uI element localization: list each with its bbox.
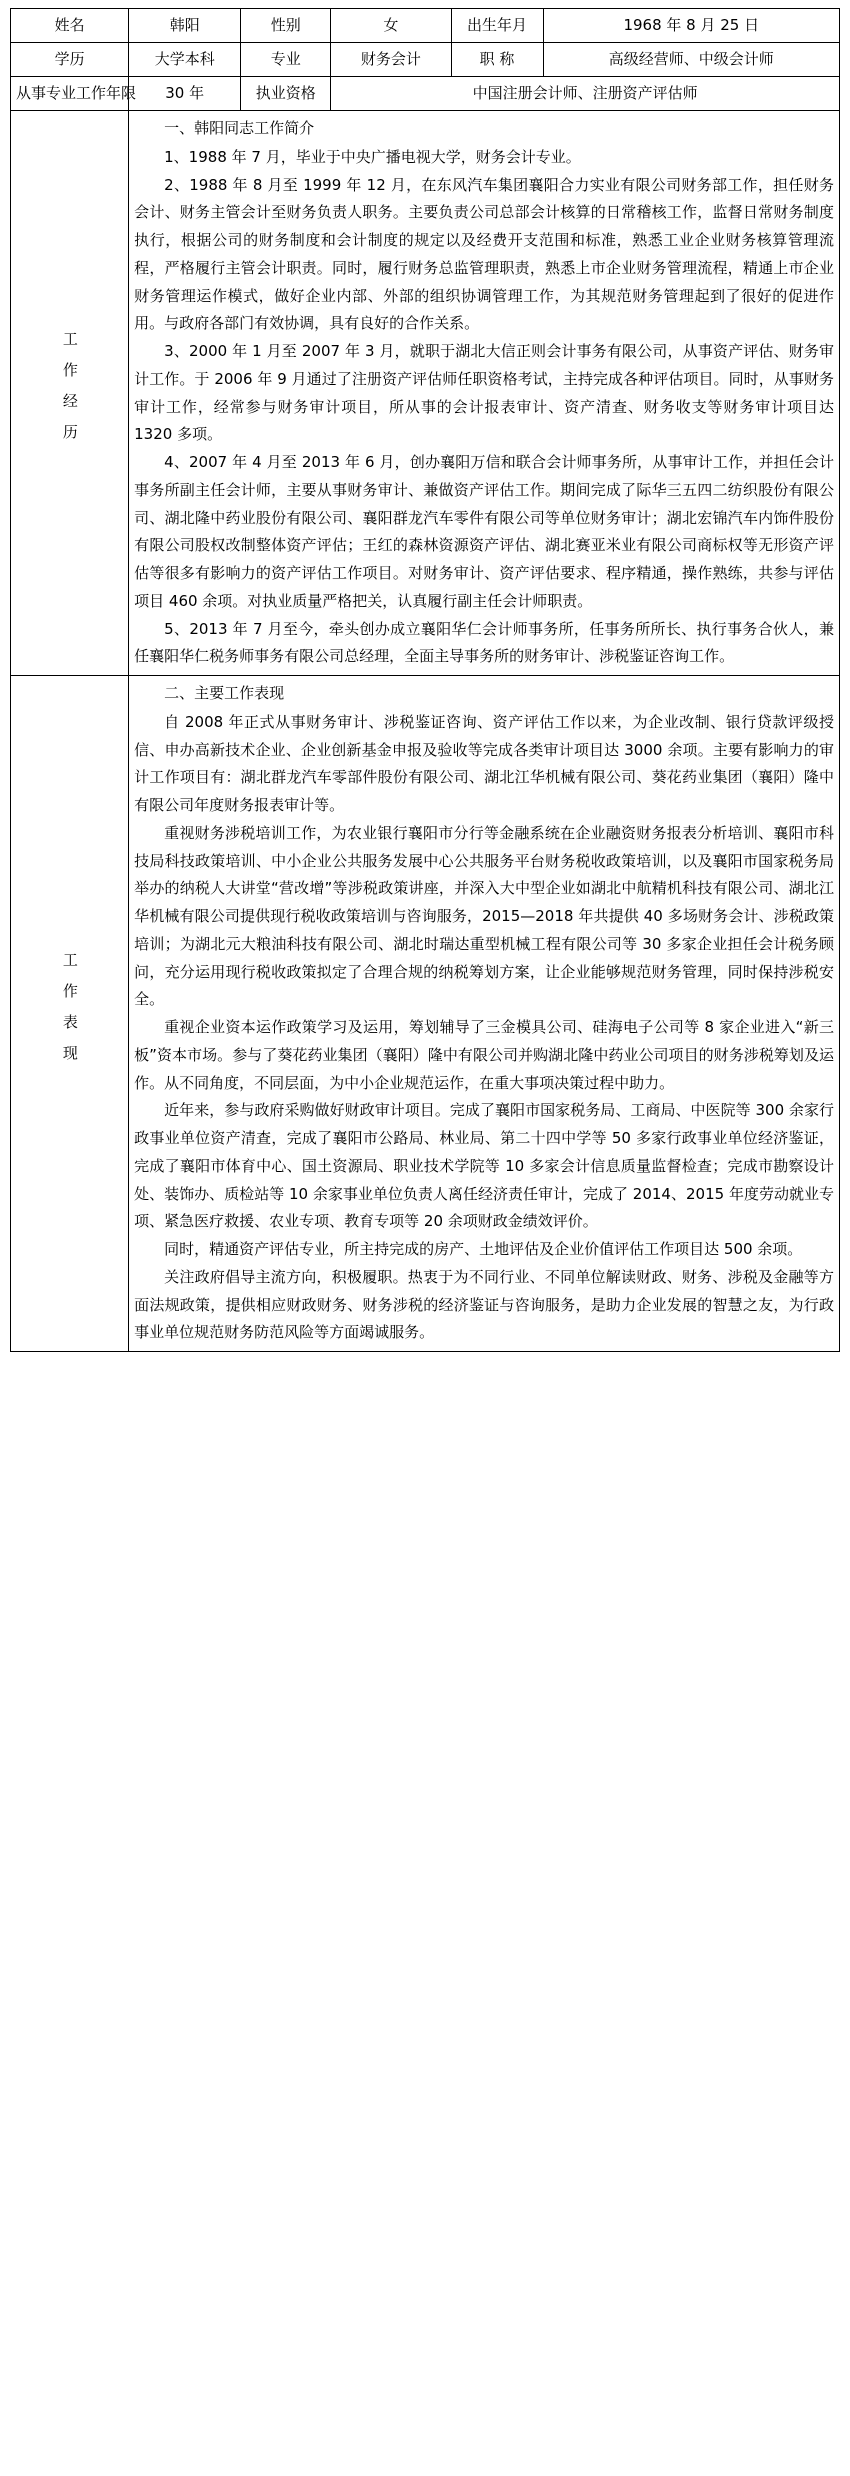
field-label-birthdate: 出生年月 xyxy=(451,9,543,43)
field-label-gender: 性别 xyxy=(241,9,331,43)
field-label-title: 职 称 xyxy=(451,43,543,77)
table-row xyxy=(11,9,840,43)
field-value-years-of-experience: 30 年 xyxy=(129,77,241,111)
table-row xyxy=(11,676,840,1352)
section-label-work-performance-text: 工作表现 xyxy=(60,951,79,1076)
section-body-work-experience xyxy=(129,111,840,676)
section-body-work-performance xyxy=(129,676,840,1352)
paragraph: 近年来，参与政府采购做好财政审计项目。完成了襄阳市国家税务局、工商局、中医院等 300 余家行政事业单位资产清查，完成了襄阳市公路局、林业局、第二十四中学等 50 多家行政事业单位经济鉴证，完成了襄阳市体育中心、国土资源局、职业技术学院等 10 多家会计信息质量监督检查；完成市勘察设计处、装饰办、质检站等 10 余家事业单位负责人离任经济责任审计，完成了 2014、2015 年度劳动就业专项、紧急医疗救援、农业专项、教育专项等 20 余项财政金绩效评价。 xyxy=(134,1101,834,1231)
table-row xyxy=(11,77,840,111)
table-row xyxy=(11,43,840,77)
field-value-title: 高级经营师、中级会计师 xyxy=(543,43,839,77)
field-label-practice-qualification: 执业资格 xyxy=(241,77,331,111)
paragraph: 5、2013 年 7 月至今，牵头创办成立襄阳华仁会计师事务所，任事务所所长、执行事务合伙人，兼任襄阳华仁税务师事务有限公司总经理，全面主导事务所的财务审计、涉税鉴证咨询工作。 xyxy=(134,619,834,666)
section-title-work-performance: 二、主要工作表现 xyxy=(164,684,285,702)
table-row xyxy=(11,111,840,676)
paragraph: 自 2008 年正式从事财务审计、涉税鉴证咨询、资产评估工作以来，为企业改制、银行贷款评级授信、申办高新技术企业、企业创新基金申报及验收等完成各类审计项目达 3000 余项。主要有影响力的审计工作项目有：湖北群龙汽车零部件股份有限公司、湖北江华机械有限公司、葵花药业集团（襄阳）隆中有限公司年度财务报表审计等。 xyxy=(134,712,834,814)
field-value-education: 大学本科 xyxy=(129,43,241,77)
field-label-major: 专业 xyxy=(241,43,331,77)
paragraph: 2、1988 年 8 月至 1999 年 12 月，在东风汽车集团襄阳合力实业有限公司财务部工作，担任财务会计、财务主管会计至财务负责人职务。主要负责公司总部会计核算的日常稽核工作，监督日常财务制度执行，根据公司的财务制度和会计制度的规定以及经费开支范围和标准，熟悉工业企业财务核算管理流程，严格履行主管会计职责。同时，履行财务总监管理职责，熟悉上市企业财务管理流程，精通上市企业财务管理运作模式，做好企业内部、外部的组织协调管理工作，为其规范财务管理起到了很好的促进作用。与政府各部门有效协调，具有良好的合作关系。 xyxy=(134,175,834,333)
field-label-name: 姓名 xyxy=(11,9,129,43)
paragraph: 重视企业资本运作政策学习及运用，筹划辅导了三金模具公司、硅海电子公司等 8 家企业进入“新三板”资本市场。参与了葵花药业集团（襄阳）隆中有限公司并购湖北隆中药业公司项目的财务涉税筹划及运作。从不同角度，不同层面，为中小企业规范运作，在重大事项决策过程中助力。 xyxy=(134,1018,834,1092)
paragraph: 3、2000 年 1 月至 2007 年 3 月，就职于湖北大信正则会计事务有限公司，从事资产评估、财务审计工作。于 2006 年 9 月通过了注册资产评估师任职资格考试，主持完成各种评估项目。同时，从事财务审计工作，经常参与财务审计项目，所从事的会计报表审计、资产清查、财务收支等财务审计项目达 1320 多项。 xyxy=(134,342,834,444)
paragraph: 关注政府倡导主流方向，积极履职。热衷于为不同行业、不同单位解读财政、财务、涉税及金融等方面法规政策，提供相应财政财务、财务涉税的经济鉴证与咨询服务，是助力企业发展的智慧之友，为行政事业单位规范财务防范风险等方面竭诚服务。 xyxy=(134,1267,834,1342)
field-label-years-of-experience: 从事专业工作年限 xyxy=(11,77,129,111)
paragraph: 重视财务涉税培训工作，为农业银行襄阳市分行等金融系统在企业融资财务报表分析培训、襄阳市科技局科技政策培训、中小企业公共服务发展中心公共服务平台财务税收政策培训，以及襄阳市国家税务局举办的纳税人大讲堂“营改增”等涉税政策讲座，并深入大中型企业如湖北中航精机科技有限公司、湖北江华机械有限公司提供现行税收政策培训与咨询服务，2015—2018 年共提供 40 多场财务会计、涉税政策培训；为湖北元大粮油科技有限公司、湖北时瑞达重型机械工程有限公司等 30 多家企业担任会计税务顾问，充分运用现行税收政策拟定了合理合规的纳税筹划方案，让企业能够规范财务管理，同时保持涉税安全。 xyxy=(134,823,834,1009)
paragraph: 4、2007 年 4 月至 2013 年 6 月，创办襄阳万信和联合会计师事务所，从事审计工作，并担任会计事务所副主任会计师，主要从事财务审计、兼做资产评估工作。期间完成了际华三五四二纺织股份有限公司、湖北隆中药业股份有限公司、襄阳群龙汽车零件有限公司等单位财务审计；湖北宏锦汽车内饰件股份有限公司股权改制整体资产评估；王红的森林资源资产评估、湖北赛亚米业有限公司商标权等无形资产评估等很多有影响力的资产评估工作项目。对财务审计、资产评估要求、程序精通，操作熟练，共参与评估项目 460 余项。对执业质量严格把关，认真履行副主任会计师职责。 xyxy=(134,453,834,610)
section-label-work-experience-text: 工作经历 xyxy=(60,331,79,455)
section-title-work-experience: 一、韩阳同志工作简介 xyxy=(164,119,315,137)
resume-form-table xyxy=(10,8,840,1352)
field-value-gender: 女 xyxy=(331,9,451,43)
field-value-practice-qualification: 中国注册会计师、注册资产评估师 xyxy=(331,77,840,111)
paragraph: 同时，精通资产评估专业，所主持完成的房产、土地评估及企业价值评估工作项目达 500 余项。 xyxy=(164,1240,803,1258)
section-label-work-experience xyxy=(11,111,129,676)
field-value-name: 韩阳 xyxy=(129,9,241,43)
field-value-birthdate: 1968 年 8 月 25 日 xyxy=(543,9,839,43)
paragraph: 1、1988 年 7 月，毕业于中央广播电视大学，财务会计专业。 xyxy=(164,147,581,166)
section-label-work-performance xyxy=(11,676,129,1352)
field-value-major: 财务会计 xyxy=(331,43,451,77)
field-label-education: 学历 xyxy=(11,43,129,77)
